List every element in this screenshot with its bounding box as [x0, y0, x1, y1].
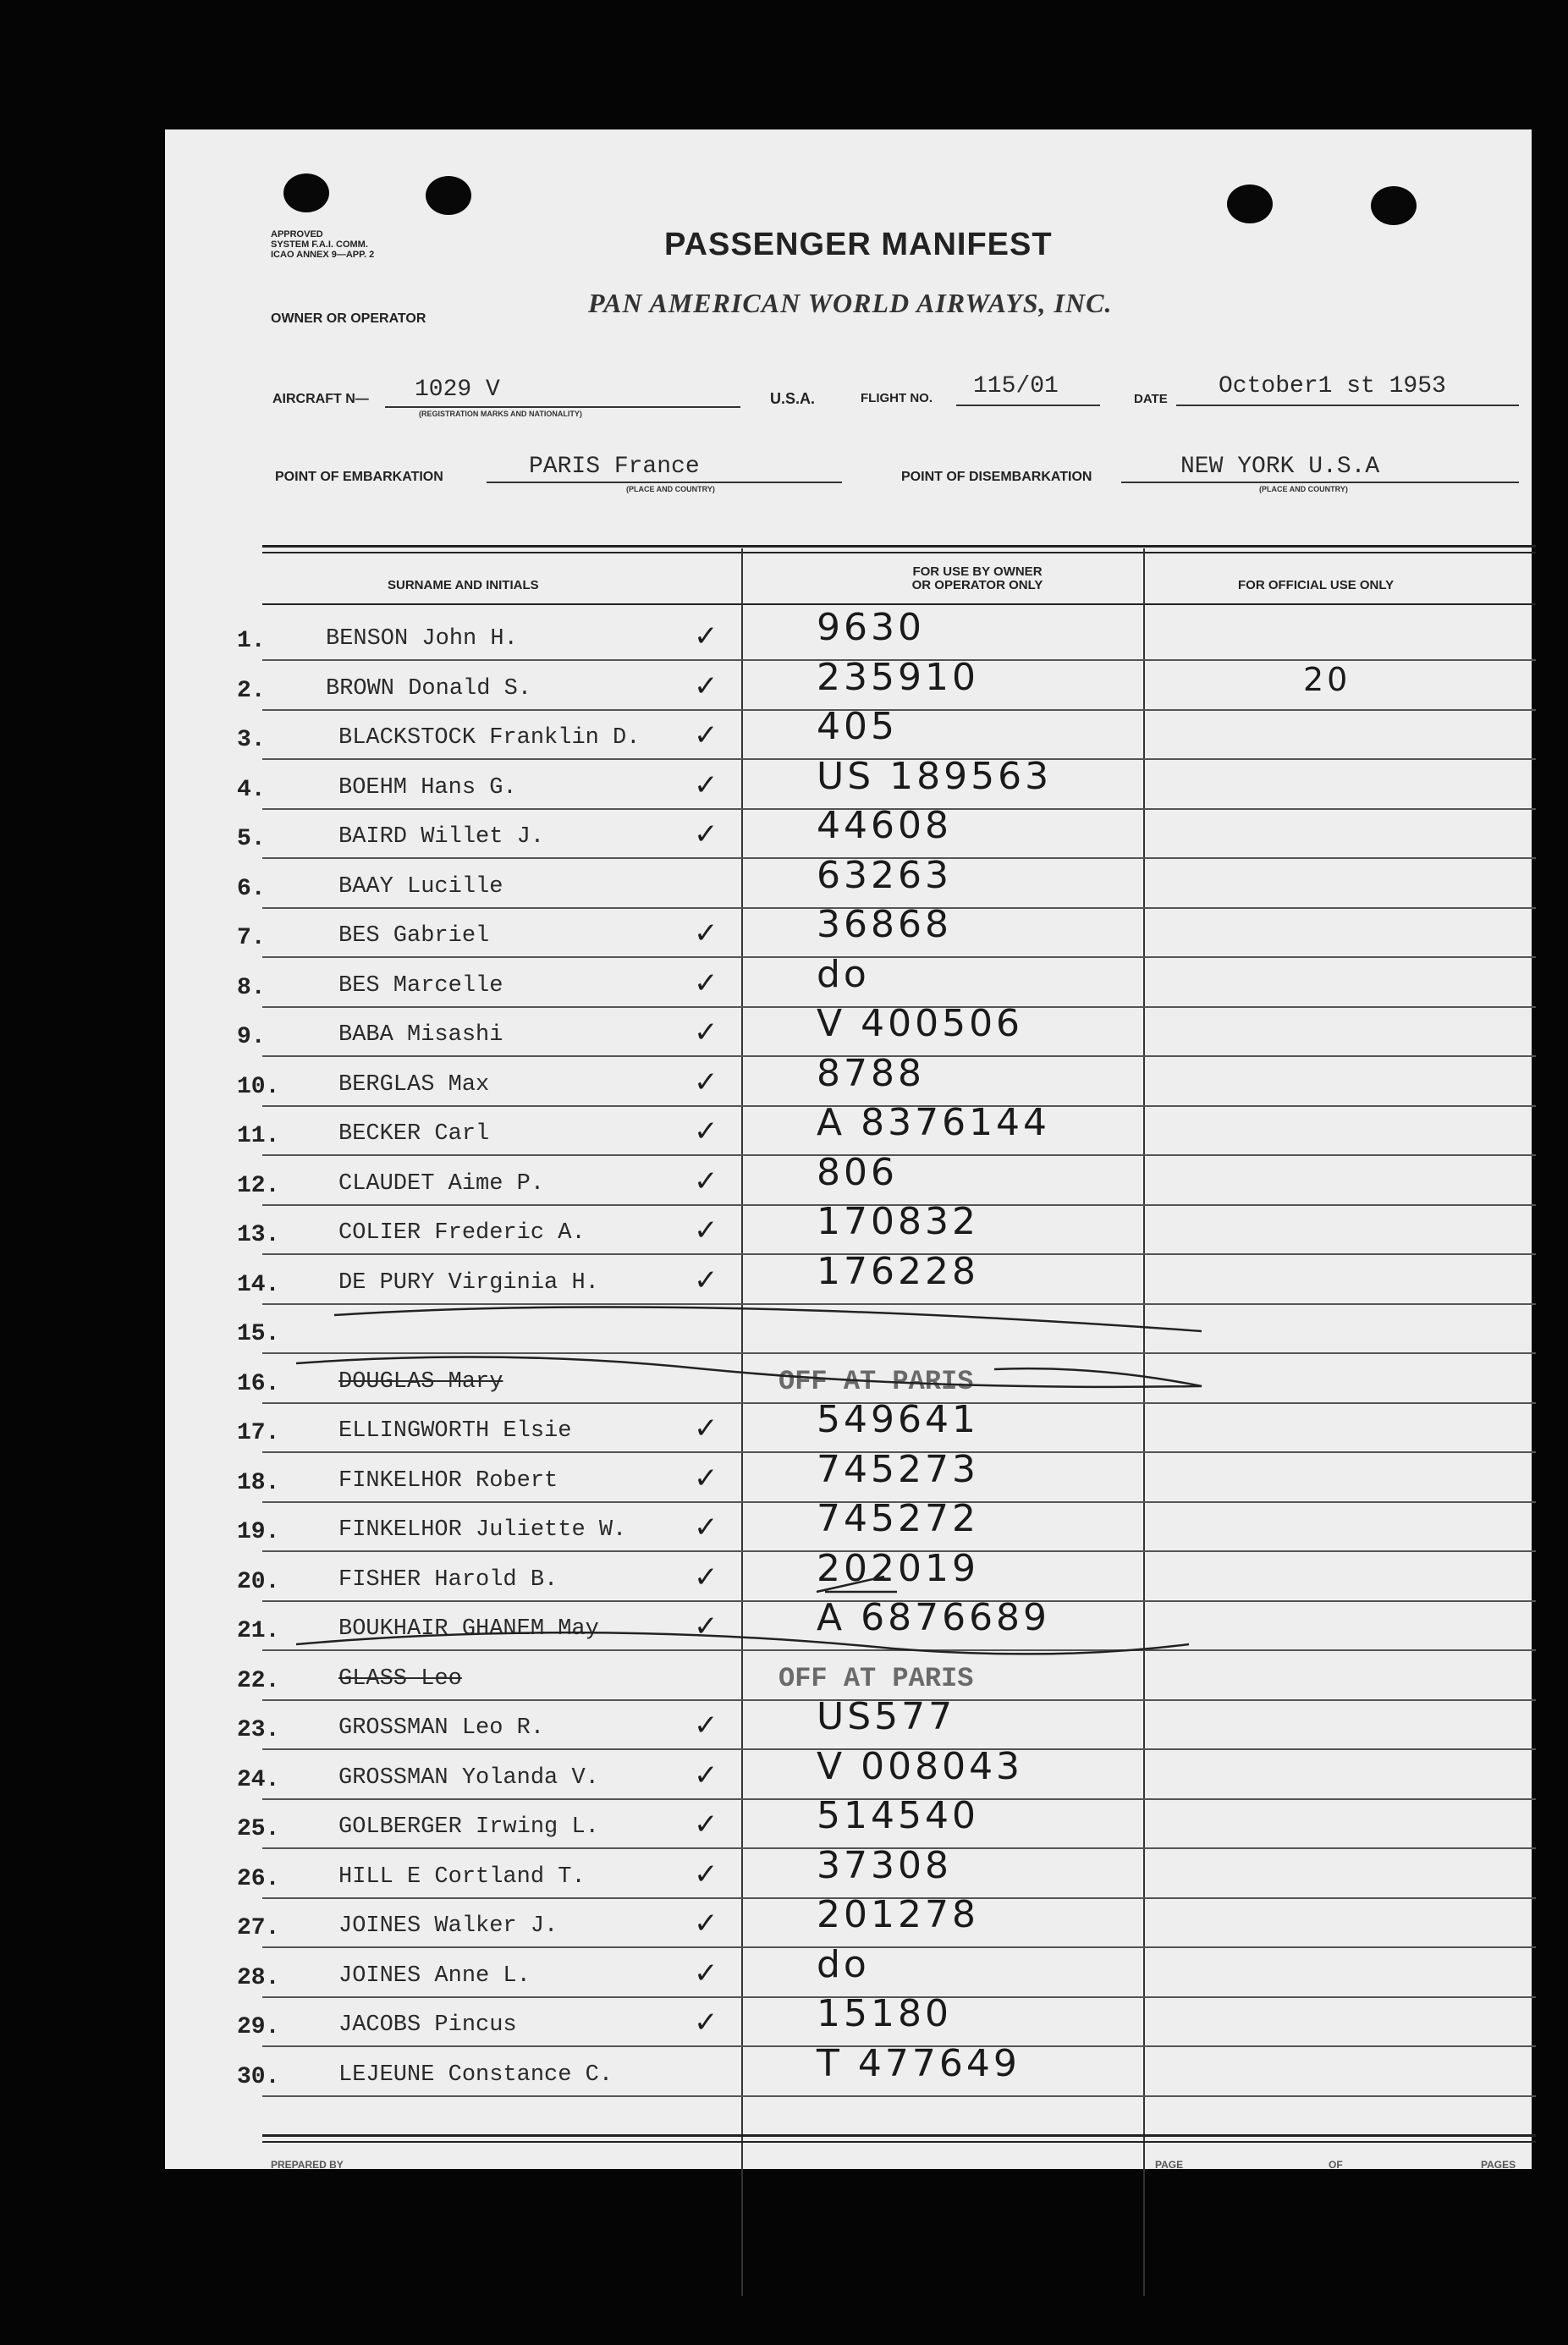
check-mark: ✓	[694, 1214, 718, 1247]
blank-row-strike	[334, 1307, 1202, 1331]
row-number: 12.	[237, 1172, 280, 1199]
passenger-name: JACOBS Pincus	[338, 2012, 517, 2038]
row-number: 30.	[237, 2063, 280, 2090]
disembark-label: POINT OF DISEMBARKATION	[901, 470, 1092, 484]
check-mark: ✓	[694, 1263, 718, 1297]
row-number: 10.	[237, 1073, 280, 1100]
ticket-number: 202019	[817, 1546, 979, 1590]
check-mark: ✓	[694, 1115, 718, 1148]
header-rule	[262, 603, 1536, 605]
check-mark: ✓	[694, 966, 718, 1000]
passenger-name: BLACKSTOCK Franklin D.	[338, 725, 641, 751]
check-mark: ✓	[694, 917, 718, 950]
row-number: 9.	[237, 1024, 266, 1050]
check-mark: ✓	[694, 1907, 718, 1940]
row-number: 3.	[237, 727, 266, 753]
row-number: 16.	[237, 1370, 280, 1397]
row-number: 29.	[237, 2014, 280, 2040]
passenger-name: BERGLAS Max	[338, 1071, 490, 1098]
passenger-name: JOINES Anne L.	[338, 1962, 531, 1989]
passenger-name: GROSSMAN Yolanda V.	[338, 1764, 599, 1791]
date-value: October1 st 1953	[1219, 373, 1446, 399]
usa-label: U.S.A.	[770, 390, 816, 407]
punch-hole	[1227, 184, 1273, 223]
passenger-name: LEJEUNE Constance C.	[338, 2062, 613, 2088]
check-mark: ✓	[694, 1808, 718, 1841]
check-mark: ✓	[694, 1511, 718, 1544]
ticket-number: 745273	[817, 1447, 979, 1491]
footer-rule	[262, 2141, 1536, 2143]
passenger-name: BECKER Carl	[338, 1121, 490, 1147]
row-rule	[262, 709, 1536, 711]
row-rule	[262, 1649, 1536, 1651]
row-number: 20.	[237, 1568, 280, 1595]
passenger-name: BENSON John H.	[326, 626, 518, 652]
ticket-number: 170832	[817, 1200, 979, 1243]
column-header-owner-use	[850, 565, 1104, 592]
ticket-number: 44608	[817, 804, 952, 847]
passenger-name: COLIER Frederic A.	[338, 1220, 586, 1246]
row-number: 8.	[237, 974, 266, 1001]
column-header-line: FOR USE BY OWNER	[912, 564, 1043, 579]
ticket-number: 405	[817, 705, 898, 748]
passenger-name: FINKELHOR Robert	[338, 1467, 558, 1494]
check-mark: ✓	[694, 1709, 718, 1742]
check-mark: ✓	[694, 1610, 718, 1643]
check-mark: ✓	[694, 2006, 718, 2039]
aircraft-label: AIRCRAFT N—	[272, 392, 369, 406]
check-mark: ✓	[694, 669, 718, 703]
passenger-name: GLASS Leo	[338, 1665, 462, 1692]
ticket-number: T 477649	[817, 2041, 1021, 2085]
check-mark: ✓	[694, 1164, 718, 1198]
passenger-name: BES Gabriel	[338, 923, 490, 949]
check-mark: ✓	[694, 1016, 718, 1049]
row-number: 11.	[237, 1123, 280, 1149]
passenger-name: FISHER Harold B.	[338, 1566, 558, 1593]
passenger-name: DOUGLAS Mary	[338, 1368, 503, 1395]
check-mark: ✓	[694, 1758, 718, 1792]
passenger-name: JOINES Walker J.	[338, 1913, 558, 1939]
approval-block	[271, 229, 374, 260]
approval-line: SYSTEM F.A.I. COMM.	[271, 239, 368, 250]
row-number: 25.	[237, 1816, 280, 1842]
embark-underline	[487, 482, 842, 483]
ticket-number: A 6876689	[817, 1596, 1051, 1639]
flight-label: FLIGHT NO.	[861, 391, 933, 405]
passenger-name: BOUKHAIR GHANEM May	[338, 1616, 599, 1642]
row-number: 6.	[237, 875, 266, 902]
passenger-name: BROWN Donald S.	[326, 675, 532, 702]
ticket-number: 806	[817, 1150, 898, 1194]
passenger-name: HILL E Cortland T.	[338, 1863, 586, 1890]
ticket-number: 63263	[817, 853, 952, 897]
aircraft-value: 1029 V	[415, 377, 500, 403]
official-use-value: 20	[1303, 660, 1351, 698]
row-number: 14.	[237, 1271, 280, 1298]
approval-line: ICAO ANNEX 9—APP. 2	[271, 250, 375, 260]
owner-value: PAN AMERICAN WORLD AIRWAYS, INC.	[588, 288, 1113, 318]
row-number: 27.	[237, 1915, 280, 1941]
row-number: 2.	[237, 677, 266, 704]
owner-label: OWNER OR OPERATOR	[271, 311, 426, 326]
column-header-surname: SURNAME AND INITIALS	[388, 578, 539, 592]
row-number: 23.	[237, 1717, 280, 1743]
ticket-number: 514540	[817, 1794, 979, 1837]
column-header-line: OR OPERATOR ONLY	[911, 578, 1043, 592]
ticket-number: V 400506	[817, 1002, 1024, 1045]
flight-value: 115/01	[973, 373, 1059, 399]
header-rule	[262, 545, 1536, 548]
row-number: 1.	[237, 628, 266, 654]
check-mark: ✓	[694, 1857, 718, 1891]
check-mark: ✓	[694, 619, 718, 653]
passenger-name: BAAY Lucille	[338, 873, 503, 900]
check-mark: ✓	[694, 1412, 718, 1445]
embark-sub: (PLACE AND COUNTRY)	[626, 485, 715, 493]
row-number: 18.	[237, 1469, 280, 1496]
ticket-number: US 189563	[817, 754, 1053, 798]
embark-value: PARIS France	[529, 454, 700, 480]
row-rule	[262, 1946, 1536, 1948]
row-rule	[262, 1303, 1536, 1305]
ticket-number: 745272	[817, 1497, 979, 1540]
ticket-number: do	[817, 1942, 870, 1986]
disembark-value: NEW YORK U.S.A	[1180, 454, 1380, 480]
approval-line: APPROVED	[271, 229, 323, 239]
date-underline	[1176, 405, 1519, 406]
ticket-number: US577	[817, 1695, 956, 1738]
punch-hole	[1371, 186, 1417, 225]
manifest-sheet	[165, 129, 1532, 2169]
row-number: 19.	[237, 1519, 280, 1545]
punch-hole	[283, 173, 329, 212]
ticket-number: V 008043	[817, 1744, 1024, 1788]
header-rule	[262, 552, 1536, 553]
punch-hole	[426, 176, 471, 215]
check-mark: ✓	[694, 718, 718, 752]
passenger-name: BES Marcelle	[338, 972, 503, 999]
check-mark: ✓	[694, 1461, 718, 1495]
ticket-number: 36868	[817, 903, 952, 946]
row-rule	[262, 1154, 1536, 1156]
ticket-number: 176228	[817, 1249, 979, 1293]
passenger-name: CLAUDET Aime P.	[338, 1170, 545, 1197]
passenger-name: BOEHM Hans G.	[338, 774, 517, 801]
disembark-underline	[1121, 482, 1519, 483]
row-number: 4.	[237, 776, 266, 803]
flight-underline	[956, 405, 1100, 406]
column-divider	[741, 548, 743, 2296]
ticket-number: 15180	[817, 1992, 952, 2035]
date-label: DATE	[1134, 392, 1168, 406]
column-header-official-use: FOR OFFICIAL USE ONLY	[1238, 578, 1395, 592]
passenger-name: BAIRD Willet J.	[338, 824, 545, 850]
passenger-name: FINKELHOR Juliette W.	[338, 1517, 627, 1543]
ticket-number: 235910	[817, 655, 979, 699]
of-label: OF	[1329, 2159, 1343, 2171]
row-number: 24.	[237, 1766, 280, 1793]
embark-label: POINT OF EMBARKATION	[275, 470, 443, 484]
pages-label: PAGES	[1481, 2159, 1516, 2171]
check-mark: ✓	[694, 1560, 718, 1594]
row-rule	[262, 2095, 1536, 2097]
check-mark: ✓	[694, 768, 718, 802]
passenger-name: GROSSMAN Leo R.	[338, 1715, 545, 1741]
row-number: 22.	[237, 1667, 280, 1694]
row-number: 26.	[237, 1865, 280, 1892]
off-at-paris-stamp: OFF AT PARIS	[778, 1662, 974, 1694]
column-divider	[1143, 548, 1145, 2296]
ticket-number: 37308	[817, 1843, 952, 1887]
passenger-name: DE PURY Virginia H.	[338, 1269, 599, 1296]
footer-rule	[262, 2134, 1536, 2137]
ticket-number: 8788	[817, 1051, 925, 1095]
row-rule	[262, 956, 1536, 958]
row-number: 13.	[237, 1222, 280, 1248]
passenger-name: GOLBERGER Irwing L.	[338, 1814, 599, 1840]
page-label: PAGE	[1155, 2159, 1184, 2171]
ticket-number: 9630	[817, 606, 925, 649]
ticket-number: 549641	[817, 1398, 979, 1441]
row-number: 17.	[237, 1420, 280, 1446]
row-rule	[262, 1352, 1536, 1354]
row-number: 15.	[237, 1321, 280, 1347]
row-number: 5.	[237, 826, 266, 852]
off-at-paris-stamp: OFF AT PARIS	[778, 1365, 974, 1397]
row-number: 21.	[237, 1618, 280, 1644]
page-title: PASSENGER MANIFEST	[664, 227, 1053, 262]
ticket-number: A 8376144	[817, 1101, 1051, 1144]
aircraft-underline	[385, 406, 740, 408]
check-mark: ✓	[694, 1956, 718, 1990]
row-number: 7.	[237, 925, 266, 951]
row-number: 28.	[237, 1964, 280, 1991]
ticket-number: 201278	[817, 1893, 979, 1936]
prepared-by-label: PREPARED BY	[271, 2159, 344, 2171]
passenger-name: BABA Misashi	[338, 1022, 503, 1048]
ticket-number: do	[817, 952, 870, 996]
disembark-sub: (PLACE AND COUNTRY)	[1259, 485, 1348, 493]
check-mark: ✓	[694, 1065, 718, 1099]
check-mark: ✓	[694, 817, 718, 851]
passenger-name: ELLINGWORTH Elsie	[338, 1418, 572, 1444]
aircraft-sub: (REGISTRATION MARKS AND NATIONALITY)	[419, 410, 582, 418]
